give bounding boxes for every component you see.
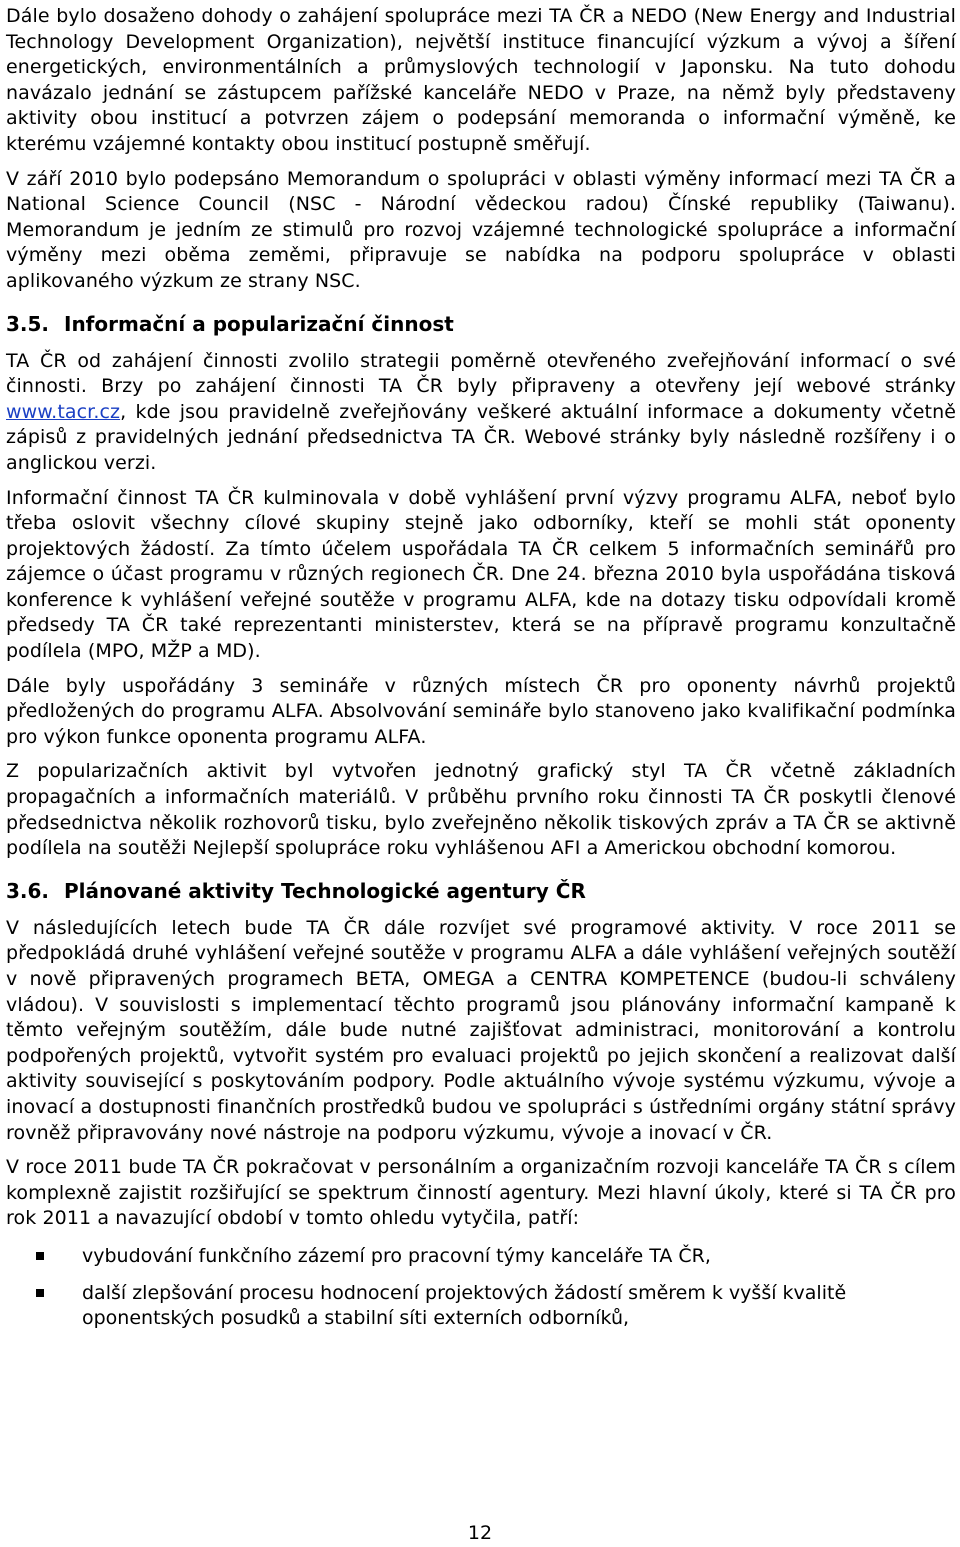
website-link[interactable]: www.tacr.cz (6, 400, 121, 423)
page-number: 12 (467, 1522, 493, 1544)
text-segment: TA ČR od zahájení činnosti zvolilo strategii poměrně otevřeného zveřejňování informací o své činnosti. Brzy po zahájení činnosti TA ČR byly připraveny a otevřeny její webové stránky (6, 349, 956, 398)
paragraph-popularization: Z popularizačních aktivit byl vytvořen jednotný grafický styl TA ČR včetně základních propagačních a informačních materiálů. V průběhu prvního roku činnosti TA ČR poskytli členové předsednictva několik rozhovorů tisku, bylo zveřejněno několik tiskových zpráv a TA ČR se aktivně podílela na soutěži Nejlepší spolupráce roku vyhlášenou AFI a Americkou obchodní komorou. (6, 760, 956, 860)
document-page (6, 4, 956, 1343)
section-heading-3-6 (6, 878, 956, 904)
paragraph-web-pages (6, 349, 956, 477)
list-item-text: další zlepšování procesu hodnocení projektových žádostí směrem k vyšší kvalitě oponentských posudků a stabilní síti externích odborníků, (82, 1281, 847, 1330)
section-number: 3.6. (6, 878, 50, 903)
paragraph-nedo: Dále bylo dosaženo dohody o zahájení spolupráce mezi TA ČR a NEDO (New Energy and Industrial Technology Development Organization), největší instituce financující výzkum a vývoj a šíření energetických, environmentálních a průmyslových technologií v Japonsku. Na tuto dohodu navázalo jednání se zástupcem pařížské kanceláře NEDO v Praze, na němž byly představeny aktivity obou institucí a potvrzen zájem o podepsání memoranda o informační výměně, ke kterému vzájemné kontakty obou institucí postupně směřují. (6, 5, 956, 155)
text-segment: , kde jsou pravidelně zveřejňovány veškeré aktuální informace a dokumenty včetně zápisů z pravidelných jednání předsednictva TA ČR. Webové stránky byly následně rozšířeny i o anglickou verzi. (6, 400, 956, 474)
list-item (6, 1281, 956, 1332)
paragraph-planned-programs: V následujících letech bude TA ČR dále rozvíjet své programové aktivity. V roce 2011 se předpokládá druhé vyhlášení veřejné soutěže v programu ALFA a dále vyhlášení veřejných soutěží v nově připravených programech BETA, OMEGA a CENTRA KOMPETENCE (budou-li schváleny vládou). V souvislosti s implementací těchto programů jsou plánovány informační kampaně k těmto veřejným soutěžím, dále bude nutné zajišťovat administraci, monitorování a kontrolu podpořených projektů, vytvořit systém pro evaluaci projektů po jejich skončení a realizovat další aktivity související s poskytováním podpory. Podle aktuálního vývoje systému výzkumu, vývoje a inovací a dostupnosti finančních prostředků budou ve spolupráci s ústředními orgány státní správy rovněž připravovány nové nástroje na podporu výzkumu, vývoje a inovací v ČR. (6, 916, 956, 1144)
square-bullet-icon (36, 1252, 44, 1260)
paragraph-alfa-info: Informační činnost TA ČR kulminovala v době vyhlášení první výzvy programu ALFA, neboť bylo třeba oslovit všechny cílové skupiny stejně jako odborníky, kteří se mohli stát oponenty projektových žádostí. Za tímto účelem uspořádala TA ČR celkem 5 informačních seminářů pro zájemce o účast programu v různých regionech ČR. Dne 24. března 2010 byla uspořádána tisková konference k vyhlášení veřejné soutěže v programu ALFA, kde na dotazy tisku odpovídali kromě předsedy TA ČR také reprezentanti ministerstev, která se na přípravě programu konzultačně podílela (MPO, MŽP a MD). (6, 486, 956, 663)
list-item (6, 1244, 956, 1270)
paragraph-seminars: Dále byly uspořádány 3 semináře v různých místech ČR pro oponenty návrhů projektů předložených do programu ALFA. Absolvování semináře bylo stanoveno jako kvalifikační podmínka pro výkon funkce oponenta programu ALFA. (6, 674, 956, 748)
square-bullet-icon (36, 1289, 44, 1297)
task-list (6, 1244, 956, 1332)
section-title: Plánované aktivity Technologické agentury ČR (64, 878, 586, 903)
paragraph-nsc-memorandum: V září 2010 bylo podepsáno Memorandum o spolupráci v oblasti výměny informací mezi TA ČR a National Science Council (NSC - Národní vědeckou radou) Čínské republiky (Taiwanu). Memorandum je jedním ze stimulů pro rozvoj vzájemné technologické spolupráce a informační výměny mezi oběma zeměmi, připravuje se nabídka na podporu spolupráce v oblasti aplikovaného výzkum ze strany NSC. (6, 167, 956, 292)
section-title: Informační a popularizační činnost (64, 311, 454, 336)
section-number: 3.5. (6, 311, 50, 336)
list-item-text: vybudování funkčního zázemí pro pracovní týmy kanceláře TA ČR, (82, 1244, 711, 1267)
section-heading-3-5 (6, 311, 956, 337)
paragraph-2011-development: V roce 2011 bude TA ČR pokračovat v personálním a organizačním rozvoji kanceláře TA ČR s cílem komplexně zajistit rozšiřující se spektrum činností agentury. Mezi hlavní úkoly, které si TA ČR pro rok 2011 a navazující období v tomto ohledu vytyčila, patří: (6, 1156, 956, 1230)
